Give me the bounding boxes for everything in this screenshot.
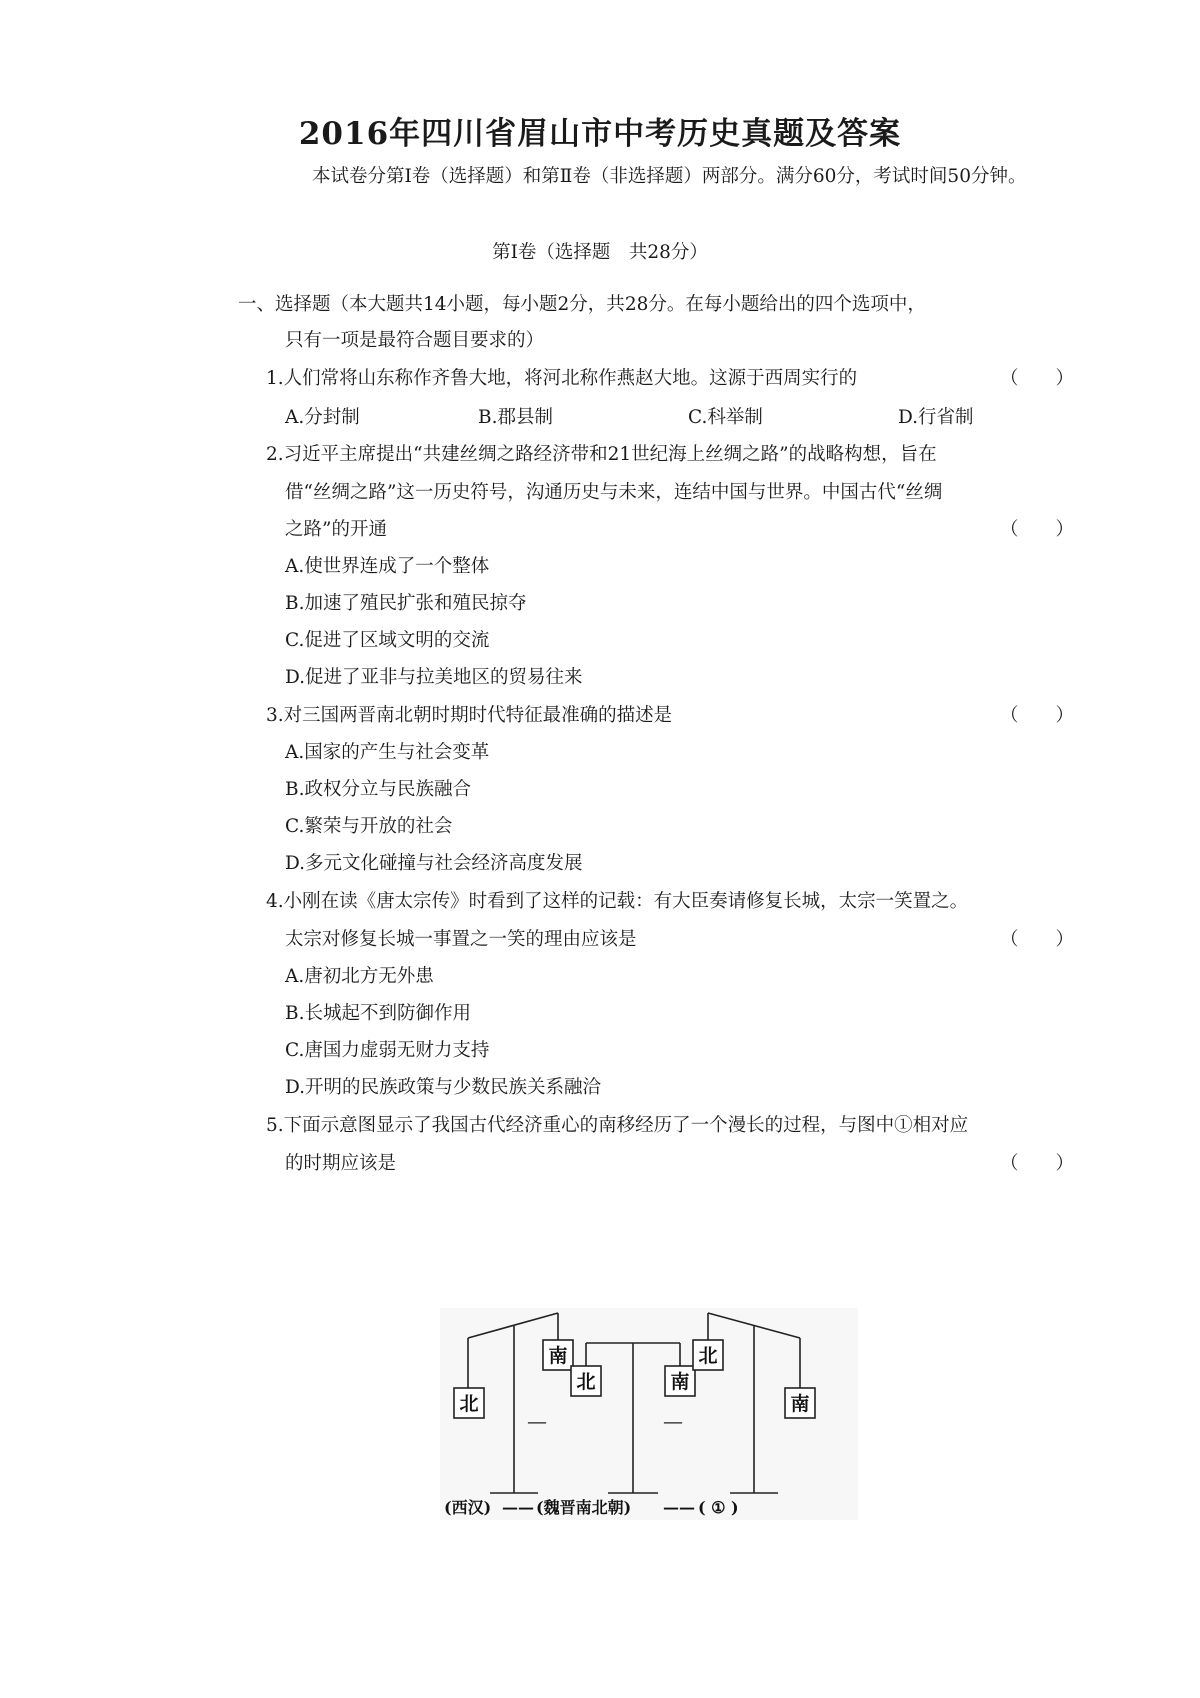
question-stem: 2.习近平主席提出“共建丝绸之路经济带和21世纪海上丝绸之路”的战略构想，旨在: [266, 444, 937, 465]
south-label: 南: [548, 1345, 568, 1367]
caption-dash: ——: [502, 1498, 534, 1517]
instructions-line-1: 一、选择题（本大题共14小题，每小题2分，共28分。在每小题给出的四个选项中，: [238, 294, 926, 315]
caption-dash: ——: [663, 1498, 695, 1517]
option-a: A.国家的产生与社会变革: [285, 742, 490, 763]
question-stem: 借“丝绸之路”这一历史符号，沟通历史与未来，连结中国与世界。中国古代“丝绸: [285, 482, 943, 503]
page-title: 2016年四川省眉山市中考历史真题及答案: [298, 116, 902, 152]
question-stem: 3.对三国两晋南北朝时期时代特征最准确的描述是: [266, 705, 673, 726]
question-stem: 5.下面示意图显示了我国古代经济重心的南移经历了一个漫长的过程，与图中①相对应: [266, 1115, 969, 1136]
north-label: 北: [576, 1371, 596, 1393]
option-d: D.多元文化碰撞与社会经济高度发展: [285, 853, 583, 874]
south-label: 南: [790, 1393, 810, 1415]
answer-bracket: （ ）: [1000, 368, 1075, 389]
option-a: A.分封制: [285, 407, 360, 428]
question-stem: 之路”的开通: [285, 519, 387, 540]
option-c: C.唐国力虚弱无财力支持: [285, 1040, 490, 1061]
option-d: D.促进了亚非与拉美地区的贸易往来: [285, 667, 583, 688]
question-stem: 4.小刚在读《唐太宗传》时看到了这样的记载：有大臣奏请修复长城，太宗一笑置之。: [266, 891, 969, 912]
answer-bracket: （ ）: [1000, 519, 1075, 540]
instructions-line-2: 只有一项是最符合题目要求的）: [285, 330, 545, 351]
question-stem: 1.人们常将山东称作齐鲁大地，将河北称作燕赵大地。这源于西周实行的: [266, 368, 858, 389]
option-b: B.长城起不到防御作用: [285, 1003, 471, 1024]
option-b: B.加速了殖民扩张和殖民掠夺: [285, 593, 527, 614]
answer-bracket: （ ）: [1000, 929, 1075, 950]
south-label: 南: [670, 1371, 690, 1393]
arrow-mark: —: [527, 1409, 547, 1433]
option-d: D.行省制: [898, 407, 974, 428]
option-a: A.唐初北方无外患: [285, 966, 434, 987]
option-b: B.郡县制: [478, 407, 553, 428]
option-b: B.政权分立与民族融合: [285, 779, 471, 800]
answer-bracket: （ ）: [1000, 705, 1075, 726]
balance-diagram: [440, 1308, 858, 1520]
answer-bracket: （ ）: [1000, 1153, 1075, 1174]
option-a: A.使世界连成了一个整体: [285, 556, 490, 577]
option-c: C.促进了区域文明的交流: [285, 630, 490, 651]
north-label: 北: [698, 1345, 718, 1367]
caption-western-han: (西汉): [444, 1498, 492, 1517]
intro-paragraph: 本试卷分第Ⅰ卷（选择题）和第Ⅱ卷（非选择题）两部分。满分60分，考试时间50分钟。: [312, 166, 1027, 187]
caption-wei-jin: (魏晋南北朝): [536, 1498, 632, 1517]
question-stem: 太宗对修复长城一事置之一笑的理由应该是: [285, 929, 637, 950]
economic-center-diagram: [440, 1308, 858, 1520]
section-heading: 第Ⅰ卷（选择题 共28分）: [492, 242, 708, 263]
option-c: C.繁荣与开放的社会: [285, 816, 453, 837]
caption-blank-1: ( ① ): [698, 1498, 739, 1517]
option-c: C.科举制: [688, 407, 763, 428]
option-d: D.开明的民族政策与少数民族关系融洽: [285, 1077, 602, 1098]
north-label: 北: [459, 1393, 479, 1415]
arrow-mark: —: [663, 1409, 683, 1433]
question-stem: 的时期应该是: [285, 1153, 397, 1174]
